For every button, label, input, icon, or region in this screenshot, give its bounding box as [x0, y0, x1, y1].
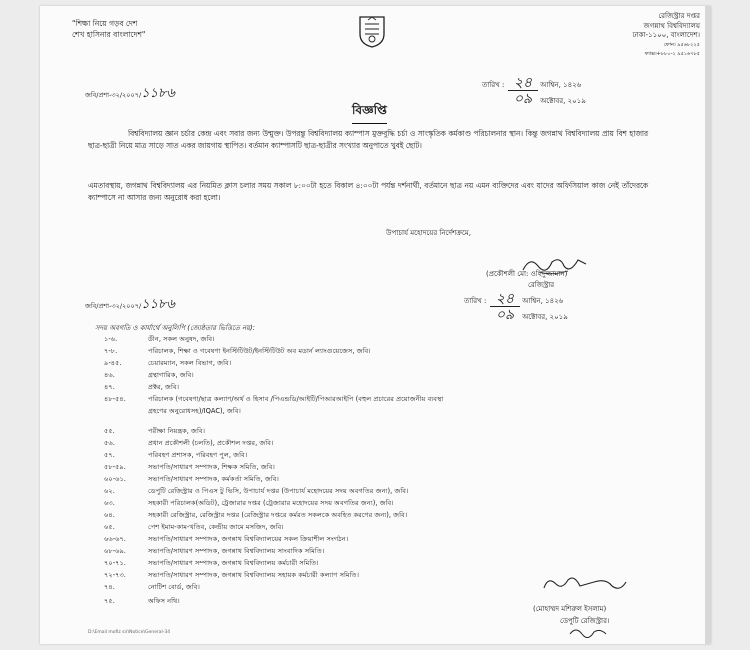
list-item-text: গ্রহণের অনুরোধসহ)/IQAC), জবি।: [148, 407, 241, 415]
university-logo: [356, 14, 388, 52]
date-block: [482, 76, 586, 108]
deputy-registrar-name: (মোহাম্মদ মশিরুল ইসলাম): [533, 605, 607, 613]
date-month-bangla: আশ্বিন, ১৪২৬: [540, 81, 582, 89]
list-item-text: সভাপতি/সাধারণ সম্পাদক, জগন্নাথ বিশ্ববিদ্যালয়ের সকল ক্রিয়াশীল সংগঠন।: [148, 535, 349, 543]
list-item-number: ৪৬.: [104, 371, 115, 379]
list-item-text: অফিস নথি।: [148, 597, 180, 605]
list-item-number: ৬০-৬১.: [104, 475, 126, 483]
list-item-text: সহকারী পরিচালক(অডিট), ট্রেজারার দপ্তর (ট্রেজারার মহোদয়ের সদয় অবগতির জন্য), জবি।: [148, 499, 394, 507]
list-item-text: প্রক্টর, জবি।: [148, 383, 179, 391]
list-item-number: ৫৮-৫৯.: [104, 463, 126, 471]
office-address: [633, 12, 700, 60]
list-item-number: ৭০-৭১.: [104, 559, 126, 567]
list-item-text: ডেপুটি রেজিস্ট্রার ও পিএস টু ভিসি, উপাচার্য দপ্তর (উপাচার্য মহোদয়ের সদয় অবগতির জন্য), জবি।: [148, 487, 409, 495]
list-item-text: পরীক্ষা নিয়ন্ত্রক, জবি।: [148, 427, 206, 435]
list-item-number: ৭৫.: [104, 597, 115, 605]
initials-mark: [568, 624, 608, 644]
date2-month-bangla: আশ্বিন, ১৪২৬: [522, 297, 564, 305]
list-item: [104, 522, 284, 532]
university-name: জগন্নাথ বিশ্ববিদ্যালয়: [643, 21, 700, 30]
list-item: [104, 498, 394, 508]
list-item-text: সভাপতি/সাধারণ সম্পাদক, জগন্নাথ বিশ্ববিদ্যালয় সাংবাদিক সমিতি।: [148, 547, 325, 555]
notice-paragraph-1: বিশ্ববিদ্যালয় জ্ঞান চর্চার কেন্দ্র এবং সবার জন্য উন্মুক্ত। উপরন্তু বিশ্ববিদ্যালয় ক্যাম্পাস মুক্তবুদ্ধি চর্চা ও সাংস্কৃতিক কর্মকাণ্ড পরিচালনার স্থান। কিন্তু জগন্নাথ বিশ্ববিদ্যালয় প্রায় বিশ হাজার ছাত্র-ছাত্রী নিয়ে মাত্র সাড়ে সাত একর জায়গায় স্থাপিত। বর্তমান ক্যাম্পাসটি ছাত্র-ছাত্রীর সংখ্যার অনুপাতে খুবই ছোট।: [88, 129, 648, 150]
list-item-text: চেয়ারম্যান, সকল বিভাগ, জবি।: [148, 359, 232, 367]
date-label: তারিখ :: [482, 81, 505, 89]
list-item-text: নোটিশ বোর্ড, জবি।: [148, 583, 200, 591]
deputy-registrar-designation: ডেপুটি রেজিস্ট্রার।: [560, 617, 610, 625]
list-item: [104, 358, 231, 368]
list-item: [104, 394, 443, 404]
list-item-text: সভাপতি/সাধারণ সম্পাদক, কর্মকর্তা সমিতি, জবি।: [148, 475, 279, 483]
list-item: [104, 558, 319, 568]
date-block-2: [464, 292, 568, 324]
notice-paragraph-2: এমতাবস্থায়, জগন্নাথ বিশ্ববিদ্যালয় এর নিয়মিত ক্লাস চলার সময় সকাল ৮:০০টা হতে বিকাল ৪:০০টা পর্যন্ত দর্শনার্থী, বর্তমানে ছাত্র নয় এমন ব্যক্তিদের এবং যাদের অফিসিয়াল কাজ নেই তাঁদেরকে ক্যাম্পাসে না আসার জন্য অনুরোধ করা হলো।: [88, 181, 648, 202]
date2-day-english: ০৯: [495, 307, 515, 323]
date-month-english: অক্টোবর, ২০১৯: [540, 97, 586, 105]
list-item-text: সহকারী রেজিস্ট্রার, রেজিস্ট্রার দপ্তর (রেজিস্ট্রার দপ্তরে কর্মরত সকলকে অবহিত করণের জন্য), জবি।: [148, 511, 408, 519]
list-item-text: পরিচালক, শিক্ষা ও গবেষণা ইনস্টিটিউট/ইনস্টিটিউট অব মডার্ন ল্যাংগুয়েজেস, জবি।: [148, 347, 371, 355]
list-item-number: ১-৬.: [104, 335, 118, 343]
list-item: [104, 462, 275, 472]
list-item-number: ৪৮-৫৪.: [104, 395, 126, 403]
list-item: [104, 510, 407, 520]
date2-month-english: অক্টোবর, ২০১৯: [522, 313, 568, 321]
list-item: [104, 582, 200, 592]
list-item-number: ৬৪.: [104, 511, 115, 519]
slogan: [72, 18, 145, 40]
list-item: [104, 382, 179, 392]
list-item: [104, 370, 194, 380]
list-item-text: গ্রন্থাগারিক, জবি।: [148, 371, 194, 379]
list-item-number: ৬২.: [104, 487, 115, 495]
list-item-text: সভাপতি/সাধারণ সম্পাদক, জগন্নাথ বিশ্ববিদ্যালয় সহায়ক কর্মচারী কল্যাণ সমিতি।: [148, 571, 359, 579]
list-item-number: ৫৭.: [104, 451, 115, 459]
list-item: [104, 426, 205, 436]
order-line: উপাচার্য মহোদয়ের নির্দেশক্রমে,: [386, 229, 471, 237]
date-day-bangla: ২৪: [508, 76, 538, 91]
date2-day-bangla: ২৪: [490, 292, 520, 307]
registrar-name: (প্রকৌশলী মো: ওহিদুজ্জামান): [486, 270, 568, 278]
list-item-number: ৬৬-৬৭.: [104, 535, 126, 543]
slogan-line-2: শেখ হাসিনার বাংলাদেশ": [72, 30, 146, 39]
list-item-text: সভাপতি/সাধারণ সম্পাদক, জগন্নাথ বিশ্ববিদ্যালয় কর্মচারী সমিতি।: [148, 559, 319, 567]
list-item-text: সভাপতি/সাধারণ সম্পাদক, শিক্ষক সমিতি, জবি।: [148, 463, 275, 471]
list-item: [104, 570, 359, 580]
list-item: [104, 596, 180, 606]
memo-ref-label: জবি/প্রশা-৩২/২০০৭/: [85, 91, 142, 99]
list-item-number: ৫৫.: [104, 427, 115, 435]
list-item-number: ৯-৪৫.: [104, 359, 122, 367]
list-item: [104, 450, 247, 460]
list-item-text: প্রধান প্রকৌশলী (চলতি), প্রকৌশল দপ্তর, জবি।: [148, 439, 274, 447]
list-item-text: পেশ ইমাম-কাম-খতিব, কেন্দ্রীয় জামে মসজিদ, জবি।: [148, 523, 284, 531]
memo-number-2: [85, 295, 175, 316]
memo-ref-handwritten: ১১৮৬: [141, 86, 175, 101]
memo2-ref-label: জবি/প্রশা-৩২/২০০৭/: [85, 302, 142, 310]
list-item: [104, 438, 273, 448]
office-phone: ফোন। ৯৫৬৮২২৫: [663, 41, 700, 48]
date2-label: তারিখ :: [464, 297, 487, 305]
list-item: [104, 334, 215, 344]
slogan-line-1: "শিক্ষা নিয়ে গড়ব দেশ: [72, 19, 138, 28]
list-item-number: ৫৬.: [104, 439, 115, 447]
list-item-text: পরিবহণ প্রশাসক, পরিবহণ পুল, জবি।: [148, 451, 248, 459]
registrar-designation: রেজিস্ট্রার: [528, 281, 555, 289]
office-fax: ফ্যাক্স।+৮৮০-২ ৯৫১৬৭৮৫: [644, 51, 700, 57]
notice-title: বিজ্ঞপ্তি: [352, 102, 387, 124]
deputy-registrar-signature: [540, 572, 630, 600]
list-item: [104, 534, 348, 544]
file-path-footer: D:\Email mofiz sir\Notice\General-34: [88, 630, 171, 635]
list-item-number: ৭-৮.: [104, 347, 118, 355]
list-item-number: ৭৪.: [104, 583, 115, 591]
office-city: ঢাকা-১১০০, বাংলাদেশ।: [632, 31, 700, 39]
list-item: [104, 486, 408, 496]
date-day-english: ০৯: [513, 91, 533, 107]
list-item-number: ৬৩.: [104, 499, 115, 507]
list-item: [104, 474, 279, 484]
list-item-text: পরিচালক (গবেষণা/ছাত্র কল্যাণ/অর্থ ও হিসাব /পিএন্ডডি/আইটি/পিআরআইপি (বহুল প্রচারের প্রয়োজনীয় ব্যবস্থা: [148, 395, 444, 403]
memo-number: [85, 84, 175, 105]
distribution-heading: সদয় অবগতি ও কার্যার্থে অনুলিপি (জ্যেষ্ঠতার ভিত্তিতে নয়):: [95, 324, 255, 332]
list-item: [104, 546, 324, 556]
office-name: রেজিস্ট্রার দপ্তর: [658, 12, 700, 20]
list-item-text: ডীন, সকল অনুষদ, জবি।: [148, 335, 215, 343]
list-item-number: ৭২-৭৩.: [104, 571, 126, 579]
list-item: [104, 406, 241, 416]
list-item-number: ৪৭.: [104, 383, 115, 391]
list-item-number: ৬৮-৬৯.: [104, 547, 126, 555]
list-item: [104, 346, 371, 356]
list-item-number: ৬৫.: [104, 523, 115, 531]
memo2-ref-handwritten: ১১৮৬: [141, 297, 175, 312]
